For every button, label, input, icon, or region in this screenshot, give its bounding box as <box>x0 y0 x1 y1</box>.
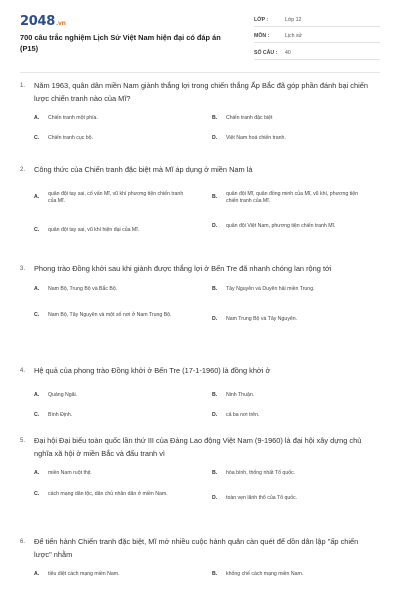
option-text: quân đội Việt Nam, phương tiện chiến tranh Mĩ. <box>226 222 336 229</box>
question-number: 5. <box>20 438 26 444</box>
question-head <box>20 365 380 378</box>
option-letter: B. <box>212 571 218 577</box>
meta-label: MÔN : <box>254 33 270 40</box>
option-text: cách mạng dân tộc, dân chủ nhân dân ở miền Nam. <box>48 491 168 497</box>
option-text: Ninh Thuận. <box>226 391 255 398</box>
document-meta <box>254 14 380 60</box>
answer-option-b[interactable] <box>212 571 366 579</box>
question-text: Công thức của Chiến tranh đặc biệt mà Mĩ áp dụng ở miền Nam là <box>34 165 253 174</box>
answer-option-c[interactable] <box>34 491 188 499</box>
answer-option-a[interactable] <box>34 115 188 123</box>
question-text: Phong trào Đồng khởi sau khi giành được thắng lợi ở Bến Tre đã nhanh chóng lan rộng tới <box>34 264 332 273</box>
question-head <box>20 263 380 276</box>
option-letter: C. <box>34 491 40 497</box>
option-letter: D. <box>212 222 218 229</box>
document-title: 700 câu trắc nghiệm Lịch Sử Việt Nam hiện đại có đáp án (P15) <box>20 33 221 53</box>
option-letter: B. <box>212 115 218 121</box>
option-text: Nam Bộ, Tây Nguyên và một số nơi ở Nam Trung Bộ. <box>48 311 172 318</box>
answer-option-d[interactable] <box>212 412 366 420</box>
option-letter: D. <box>212 411 218 418</box>
meta-row-subject <box>254 31 380 44</box>
meta-value: 40 <box>285 49 291 56</box>
option-letter: A. <box>34 391 40 398</box>
answer-options <box>34 276 380 346</box>
option-letter: D. <box>212 495 218 501</box>
option-letter: C. <box>34 135 40 141</box>
option-letter: A. <box>34 115 40 121</box>
option-letter: C. <box>34 311 40 318</box>
answer-options <box>34 561 380 585</box>
answer-options <box>34 378 380 418</box>
answer-options <box>34 460 380 520</box>
answer-option-a[interactable] <box>34 191 188 206</box>
option-letter: B. <box>212 194 218 201</box>
question-1 <box>20 80 380 141</box>
question-5 <box>20 435 380 520</box>
option-letter: D. <box>212 315 218 322</box>
option-letter: B. <box>212 285 218 292</box>
answer-option-b[interactable] <box>212 470 366 478</box>
answer-option-c[interactable] <box>34 227 188 235</box>
answer-option-c[interactable] <box>34 412 188 420</box>
answer-option-d[interactable] <box>212 223 366 231</box>
option-letter: A. <box>34 285 40 292</box>
option-text: cả ba nơi trên. <box>226 411 260 418</box>
option-text: quân đội Mĩ, quân đồng minh của Mĩ, vũ khí, phương tiện chiến tranh của Mĩ. <box>226 190 359 205</box>
option-text: miền Nam ruột thịt. <box>48 470 92 476</box>
answer-option-a[interactable] <box>34 571 188 579</box>
meta-row-count <box>254 47 380 60</box>
option-text: khống chế cách mạng miền Nam. <box>226 571 304 577</box>
option-text: quân đội tay sai, vũ khí hiện đại của Mĩ. <box>48 226 140 233</box>
answer-option-c[interactable] <box>34 135 188 143</box>
answer-option-a[interactable] <box>34 286 188 294</box>
answer-option-a[interactable] <box>34 470 188 478</box>
answer-option-b[interactable] <box>212 392 366 400</box>
question-number: 3. <box>20 266 26 272</box>
question-head <box>20 164 380 177</box>
answer-option-d[interactable] <box>212 316 366 324</box>
question-head <box>20 536 380 561</box>
option-text: quân đội tay sai, cố vấn Mĩ, vũ khí phương tiện chiến tranh của Mĩ. <box>48 190 184 205</box>
question-2 <box>20 164 380 247</box>
meta-value: Lớp 12 <box>285 16 302 23</box>
option-text: Tây Nguyên và Duyên hải miền Trung. <box>226 285 315 292</box>
question-number: 4. <box>20 368 26 374</box>
option-letter: A. <box>34 194 40 201</box>
option-text: Chiến tranh đặc biệt <box>226 115 273 121</box>
option-letter: D. <box>212 135 218 141</box>
answer-option-b[interactable] <box>212 191 366 206</box>
question-head <box>20 435 380 460</box>
option-text: hòa bình, thống nhất Tổ quốc. <box>226 470 296 476</box>
option-text: tiêu diệt cách mạng miền Nam. <box>48 571 120 577</box>
option-letter: C. <box>34 411 40 418</box>
page-header <box>0 0 400 66</box>
answer-options <box>34 105 380 141</box>
question-3 <box>20 263 380 346</box>
meta-label: LỚP : <box>254 16 269 23</box>
option-text: Việt Nam hoá chiến tranh. <box>226 135 286 141</box>
option-text: Bình Định. <box>48 411 73 418</box>
question-text: Để tiến hành Chiến tranh đặc biệt, Mĩ mở nhiều cuộc hành quân càn quét để dồn dân lập "ấp chiến lược" nhằm <box>34 537 359 559</box>
question-text: Hệ quả của phong trào Đồng khởi ở Bến Tre (17-1-1960) là đồng khởi ở <box>34 366 271 375</box>
logo-suffix: .vn <box>55 20 66 27</box>
answer-options <box>34 177 380 247</box>
option-letter: B. <box>212 391 218 398</box>
question-number: 6. <box>20 539 26 545</box>
question-text: Năm 1963, quân dân miền Nam giành thắng lợi trong chiến thắng Ấp Bắc đã góp phần đánh bại chiến lược chiến tranh nào của Mĩ? <box>34 81 368 103</box>
answer-option-b[interactable] <box>212 115 366 123</box>
option-letter: C. <box>34 226 40 233</box>
answer-option-c[interactable] <box>34 312 188 320</box>
option-text: Quảng Ngãi. <box>48 391 78 398</box>
header-divider <box>20 72 380 73</box>
option-letter: A. <box>34 571 40 577</box>
option-text: Nam Trung Bộ và Tây Nguyên. <box>226 315 298 322</box>
answer-option-a[interactable] <box>34 392 188 400</box>
logo-text: 2048 <box>20 14 55 29</box>
meta-row-grade <box>254 14 380 27</box>
meta-label: SỐ CÂU : <box>254 49 278 56</box>
option-text: Nam Bộ, Trung Bộ và Bắc Bộ. <box>48 285 118 292</box>
option-text: Chiến tranh cục bộ. <box>48 135 93 141</box>
option-text: Chiến tranh một phía. <box>48 115 98 121</box>
question-6 <box>20 536 380 585</box>
answer-option-d[interactable] <box>212 495 366 503</box>
meta-value: Lịch sử <box>285 33 303 40</box>
option-letter: B. <box>212 470 218 476</box>
answer-option-b[interactable] <box>212 286 366 294</box>
question-number: 1. <box>20 83 26 89</box>
option-text: toàn vẹn lãnh thổ của Tổ quốc. <box>226 495 298 501</box>
option-letter: A. <box>34 470 40 476</box>
question-text: Đại hội Đại biểu toàn quốc lần thứ III của Đảng Lao động Việt Nam (9-1960) là đại hội xây dựng chủ nghĩa xã hội ở miền Bắc và đấu tranh vì <box>34 436 362 458</box>
question-number: 2. <box>20 167 26 173</box>
answer-option-d[interactable] <box>212 135 366 143</box>
question-4 <box>20 365 380 418</box>
question-head <box>20 80 380 105</box>
site-logo[interactable] <box>20 14 66 29</box>
